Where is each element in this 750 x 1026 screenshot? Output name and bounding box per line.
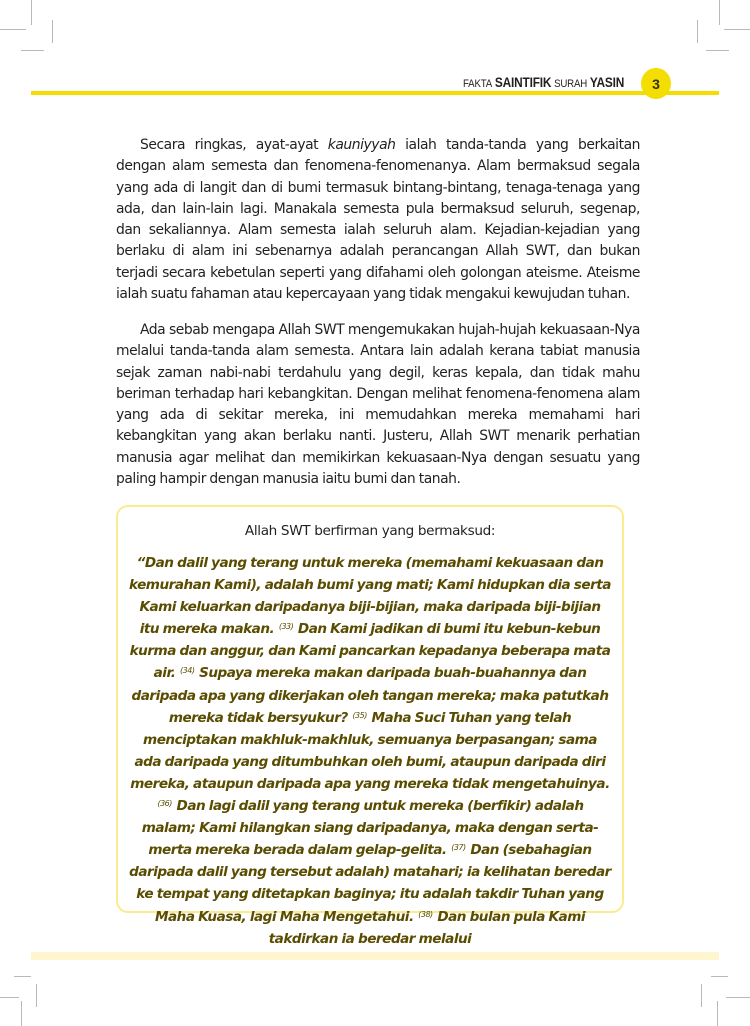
running-head-word: SAINTIFIK <box>494 75 552 90</box>
crop-mark <box>31 0 32 25</box>
verse-text: “Dan dalil yang terang untuk mereka (memahami kekuasaan dan kemurahan Kami), adalah bumi yang mati; Kami hidupkan dia serta Kami keluarkan daripadanya biji-bijian, maka daripada biji-bijian itu mereka makan. <box>129 555 611 638</box>
running-head-word: SURAH <box>553 78 587 90</box>
crop-mark <box>0 997 19 998</box>
crop-mark <box>724 29 750 30</box>
verse-ref: (34) <box>180 666 195 676</box>
verse-ref: (37) <box>451 843 466 853</box>
verse-text: Dan lagi dalil yang terang untuk mereka (berfikir) adalah malam; Kami hilangkan siang daripadanya, maka dengan serta-merta mereka berada dalam gelap-gelita. <box>141 798 599 859</box>
verse-ref: (38) <box>418 909 433 919</box>
quote-box <box>116 505 624 947</box>
page-number-badge: 3 <box>641 68 671 99</box>
running-head-word: FAKTA <box>462 78 492 90</box>
crop-mark <box>21 1001 22 1026</box>
header-rule <box>31 91 719 95</box>
crop-mark <box>0 29 26 30</box>
crop-mark <box>726 997 750 998</box>
crop-mark <box>717 1001 718 1026</box>
paragraph-text: Secara ringkas, ayat-ayat <box>140 137 328 153</box>
paragraph <box>116 135 640 305</box>
body-paragraph-1 <box>116 135 640 305</box>
crop-mark <box>14 976 31 977</box>
quote-text <box>128 552 612 950</box>
running-head <box>463 75 624 90</box>
verse-ref: (35) <box>352 710 367 720</box>
verse-text: Maha Suci Tuhan yang telah menciptakan makhluk-makhluk, semuanya berpasangan; sama ada daripada yang ditumbuhkan oleh bumi, ataupun daripada diri mereka, ataupun daripada apa yang mereka tidak mengetahuinya. <box>130 709 610 792</box>
footer-rule <box>31 952 719 960</box>
running-head-word: YASIN <box>589 75 624 90</box>
verse-ref: (33) <box>278 622 294 632</box>
verse-text: Supaya mereka makan daripada buah-buahannya dan daripada apa yang dikerjakan oleh tangan mereka; maka patutkah mereka tidak bersyukur? <box>131 665 609 726</box>
crop-mark <box>701 984 702 1007</box>
paragraph-text: ialah tanda-tanda yang berkaitan dengan alam semesta dan fenomena-fenomenanya. Alam bermaksud segala yang ada di langit dan di bumi termasuk bintang-bintang, tenaga-tenaga yang ada, dan lain-lain lagi. Manakala semesta pula bermaksud seluruh, segenap, dan sekaliannya. Alam semesta ialah seluruh alam. Kejadian-kejadian yang berlaku di alam ini sebenarnya adalah perancangan Allah SWT, dan bukan terjadi secara kebetulan seperti yang difahami oleh golongan ateisme. Ateisme ialah suatu fahaman atau kepercayaan yang tidak mengakui kewujudan tuhan. <box>116 137 640 303</box>
verse-ref: (36) <box>157 799 172 809</box>
crop-mark <box>52 20 53 43</box>
body-paragraph-2 <box>116 320 640 490</box>
paragraph: Ada sebab mengapa Allah SWT mengemukakan hujah-hujah kekuasaan-Nya melalui tanda-tanda alam semesta. Antara lain adalah kerana tabiat manusia sejak zaman nabi-nabi terdahulu yang degil, keras kepala, dan tidak mahu beriman terhadap hari kebangkitan. Dengan melihat fenomena-fenomena alam yang ada di sekitar mereka, ini memudahkan mereka memahami hari kebangkitan yang akan berlaku nanti. Justeru, Allah SWT menarik perhatian manusia agar melihat dan memikirkan kekuasaan-Nya dengan sesuatu yang paling hampir dengan manusia iaitu bumi dan tanah. <box>116 322 640 488</box>
verse-text: Dan bulan pula Kami takdirkan ia beredar melalui <box>268 908 586 947</box>
crop-mark <box>719 0 720 25</box>
crop-mark <box>697 20 698 43</box>
crop-mark <box>36 984 37 1007</box>
italic-term: kauniyyah <box>327 137 396 153</box>
verse-text: Dan Kami jadikan di bumi itu kebun-kebun kurma dan anggur, dan Kami pancarkan kepadanya beberapa mata air. <box>129 621 611 682</box>
verse-text: Dan (sebahagian daripada dalil yang tersebut adalah) matahari; ia kelihatan beredar ke tempat yang ditetapkan baginya; itu adalah takdir Tuhan yang Maha Kuasa, lagi Maha Mengetahui. <box>129 842 611 925</box>
quote-intro: Allah SWT berfirman yang bermaksud: <box>244 523 496 539</box>
crop-mark <box>706 50 729 51</box>
crop-mark <box>21 50 44 51</box>
crop-mark <box>711 976 728 977</box>
